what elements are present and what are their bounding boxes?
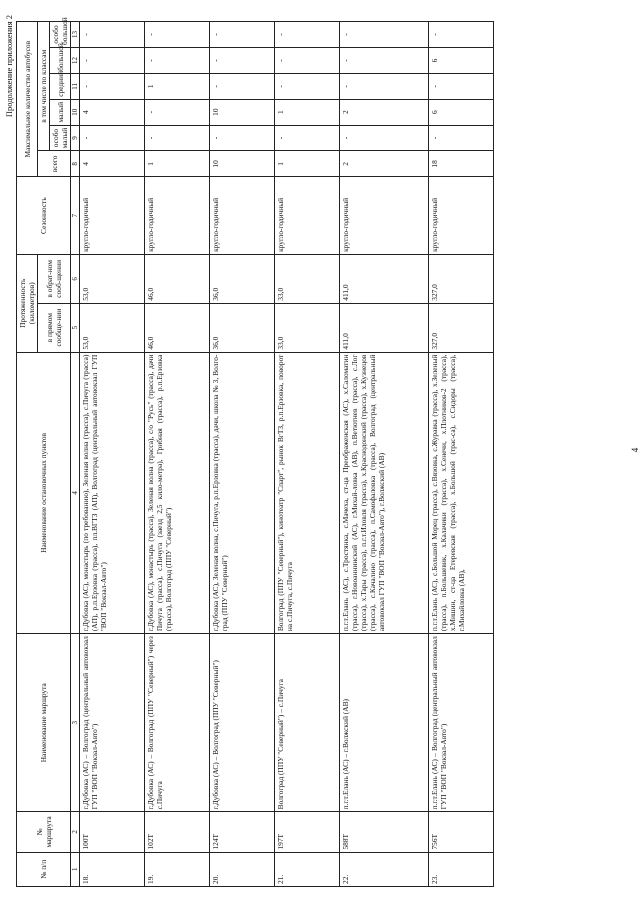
col-number: 7	[71, 177, 80, 255]
length-forward: 46,0	[145, 303, 210, 352]
col-number: 1	[71, 852, 80, 886]
col-number: 2	[71, 812, 80, 852]
row-index: 21.	[275, 852, 340, 886]
route-stops: п.г.т.Елань (АС), с.Тростянка, с.Мачеха, ст-ца Преображенская (АС), х.Саломатин (трасса), г.Новоаннинский (АС), г.Михай-ловка (АВ), п.Ветютнев (трасса), с.Лог (трасса), х.Тары (трасса), п.г.т.Иловля (трасса), х.Краснодонский (трасса), х.Кузнецов (трасса), с.Качалино (трасса), п.Самофаловка (трасса), Волгоград (центральный автовокзал ГУП "ВОП "Вокзал-Авто"), г.Волжский (АВ)	[340, 352, 429, 634]
buses-extra-large: -	[429, 22, 494, 48]
col-number: 8	[71, 151, 80, 177]
length-forward: 327,0	[429, 303, 494, 352]
table-row	[275, 22, 340, 887]
route-name: п.г.т.Елань (АС) – г.Волжский (АВ)	[340, 634, 429, 812]
route-number: 100Т	[80, 812, 145, 852]
buses-small: 2	[340, 99, 429, 125]
buses-medium: 1	[145, 73, 210, 99]
length-back: 327,0	[429, 254, 494, 303]
buses-small: 6	[429, 99, 494, 125]
route-number: 124Т	[210, 812, 275, 852]
col-number: 5	[71, 303, 80, 352]
row-index: 18.	[80, 852, 145, 886]
header-extra-small: особо малый	[50, 125, 71, 151]
buses-total: 2	[340, 151, 429, 177]
buses-extra-small: -	[145, 125, 210, 151]
route-stops: Волгоград (ППУ "Северный"), кинотеатр "Спарт", рынок ВгТЗ, р.п.Ерзовка, поворот на с.Пичуга, с.Пичуга	[275, 352, 340, 634]
length-back: 33,0	[275, 254, 340, 303]
header-season: Сезонность	[17, 177, 71, 255]
table-row	[429, 22, 494, 887]
length-forward: 36,0	[210, 303, 275, 352]
buses-total: 10	[210, 151, 275, 177]
table-row	[210, 22, 275, 887]
route-name: г.Дубовка (АС) – Волгоград (ППУ "Северный") через с.Пичуга	[145, 634, 210, 812]
buses-small: -	[145, 99, 210, 125]
seasonality: кругло-годичный	[80, 177, 145, 255]
length-forward: 53,0	[80, 303, 145, 352]
header-large: большой	[50, 48, 71, 74]
buses-extra-large: -	[275, 22, 340, 48]
buses-large: -	[275, 48, 340, 74]
length-back: 411,0	[340, 254, 429, 303]
buses-large: -	[210, 48, 275, 74]
buses-medium: -	[429, 73, 494, 99]
col-number: 4	[71, 352, 80, 634]
buses-large: -	[145, 48, 210, 74]
seasonality: кругло-годичный	[145, 177, 210, 255]
header-route-no: № маршрута	[17, 812, 71, 852]
buses-total: 18	[429, 151, 494, 177]
length-forward: 33,0	[275, 303, 340, 352]
header-by-class: в том числе по классам	[38, 22, 50, 151]
col-number: 6	[71, 254, 80, 303]
buses-extra-large: -	[145, 22, 210, 48]
header-total: всего	[38, 151, 71, 177]
table-row	[80, 22, 145, 887]
header-medium: средний	[50, 73, 71, 99]
route-number: 588Т	[340, 812, 429, 852]
buses-extra-large: -	[340, 22, 429, 48]
table-row	[145, 22, 210, 887]
route-name: п.г.т.Елань (АС) – Волгоград (центральный автовокзал ГУП "ВОП "Вокзал-Авто")	[429, 634, 494, 812]
header-small: малый	[50, 99, 71, 125]
col-number: 10	[71, 99, 80, 125]
header-length-forward: в прямом сообще-нии	[38, 303, 71, 352]
route-number: 102Т	[145, 812, 210, 852]
buses-large: -	[80, 48, 145, 74]
buses-total: 4	[80, 151, 145, 177]
buses-medium: -	[275, 73, 340, 99]
header-length: Протяженность (километров)	[17, 254, 38, 352]
route-name: г.Дубовка (АС) – Волгоград (ППУ "Северный")	[210, 634, 275, 812]
buses-extra-small: -	[429, 125, 494, 151]
seasonality: кругло-годичный	[210, 177, 275, 255]
buses-extra-small: -	[275, 125, 340, 151]
buses-small: 10	[210, 99, 275, 125]
buses-small: 1	[275, 99, 340, 125]
routes-table	[16, 17, 494, 887]
route-stops: г.Дубовка (АС), Зеленая волна, с.Пичуга, р.п.Ерзовка (трасса), дачи, школа № 3, Волго-град (ППУ "Северный")	[210, 352, 275, 634]
route-name: Волгоград (ППУ "Северный") – с.Пичуга	[275, 634, 340, 812]
length-back: 53,0	[80, 254, 145, 303]
page-number: 4	[630, 447, 640, 453]
buses-extra-large: -	[210, 22, 275, 48]
col-number: 12	[71, 48, 80, 74]
route-stops: г.Дубовка (АС), монастырь (по требованию), Зеленая волна (трасса), с.Пичуга (трасса) (АП), р.п.Ерзовка (трасса), пл.ВГТЗ (АП), Волгоград (центральный автовокзал ГУП "ВОП "Вокзал-Авто")	[80, 352, 145, 634]
buses-extra-small: -	[210, 125, 275, 151]
seasonality: кругло-годичный	[340, 177, 429, 255]
route-number: 197Т	[275, 812, 340, 852]
buses-medium: -	[210, 73, 275, 99]
buses-large: 6	[429, 48, 494, 74]
header-stops: Наименование остановочных пунктов	[17, 352, 71, 634]
buses-medium: -	[80, 73, 145, 99]
col-number: 3	[71, 634, 80, 812]
col-number: 11	[71, 73, 80, 99]
row-index: 22.	[340, 852, 429, 886]
buses-total: 1	[145, 151, 210, 177]
route-stops: п.г.т.Елань (АС), с.Большой Морец (трасса), с.Вязовка, с.Журавка (трасса), х.Зеленый (трасса), п.Большевик, х.Калачики (трасса), х.Сенечи, х.Плотников-2 (трасса), х.Мишин, ст-ца Етеревская (трасса), х.Большой (трас-са), с.Сидоры (трасса), г.Михайловка (АВ),	[429, 352, 494, 634]
header-length-back: в обрат-ном сооб-щении	[38, 254, 71, 303]
header-buses: Максимальное количество автобусов	[17, 22, 38, 177]
length-back: 36,0	[210, 254, 275, 303]
header-extra-large: особо большой	[50, 22, 71, 48]
route-number: 756Т	[429, 812, 494, 852]
length-forward: 411,0	[340, 303, 429, 352]
seasonality: кругло-годичный	[429, 177, 494, 255]
route-stops: г.Дубовка (АС), монастырь (трасса), Зеленая волна (трасса), с/о "Русь" (трасса), дачи Пичуга (трасса), с.Пичуга (заезд 2,5 кило-метра), Грибная (трасса), р.п.Ерзовка (трасса), Волгоград (ППУ "Северный")	[145, 352, 210, 634]
table-row	[340, 22, 429, 887]
col-number: 13	[71, 22, 80, 48]
buses-medium: -	[340, 73, 429, 99]
row-index: 20.	[210, 852, 275, 886]
header-route-name: Наименование маршрута	[17, 634, 71, 812]
header-no: № п/п	[17, 852, 71, 886]
buses-small: 4	[80, 99, 145, 125]
continuation-title: Продолжение приложения 2	[4, 15, 14, 118]
route-name: г.Дубовка (АС) – Волгоград (центральный автовокзал ГУП "ВОП "Вокзал-Авто")	[80, 634, 145, 812]
row-index: 19.	[145, 852, 210, 886]
buses-extra-small: -	[340, 125, 429, 151]
seasonality: кругло-годичный	[275, 177, 340, 255]
col-number: 9	[71, 125, 80, 151]
buses-total: 1	[275, 151, 340, 177]
length-back: 46,0	[145, 254, 210, 303]
row-index: 23.	[429, 852, 494, 886]
buses-extra-small: -	[80, 125, 145, 151]
buses-extra-large: -	[80, 22, 145, 48]
buses-large: -	[340, 48, 429, 74]
